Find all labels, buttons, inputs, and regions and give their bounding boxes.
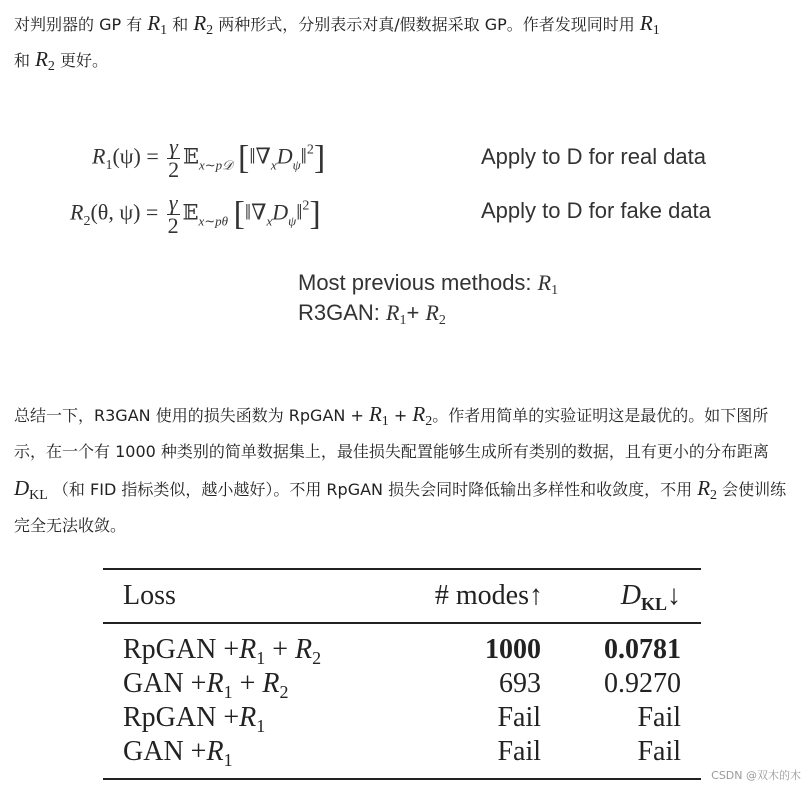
gamma-fraction: $\frac{\gamma}{2}$ <box>167 190 179 238</box>
r1-symbol: $R_1$ <box>147 11 168 38</box>
row-dkl: 0.9270 <box>604 668 681 699</box>
summary-paragraph: 总结一下，R3GAN 使用的损失函数为 RpGAN + $R_1 + R_2$。作者用简单的实验证明这是最优的。如下图所示，在一个有 1000 种类别的简单数据集上，最佳损失配置能够生成所有类别的数据，且有更小的分布距离 $D_{KL}$ （和 FID 指标类似，越小越好）。不用 RpGAN 损失会同时降低输出多样性和收敛度，不用 $R_2$ 会使训练完全无法收敛。 <box>14 402 787 535</box>
intro-text: 更好。 <box>54 51 109 70</box>
intro-paragraph <box>14 6 800 78</box>
table-row <box>103 666 701 702</box>
row-dkl: Fail <box>637 702 681 733</box>
note-real-data: Apply to D for real data <box>481 144 707 169</box>
row-loss: GAN $+R_1$ <box>123 736 233 770</box>
note-fake-data: Apply to D for fake data <box>481 198 711 223</box>
row-modes: Fail <box>497 702 541 733</box>
header-modes: # modes↑ <box>434 580 543 611</box>
intro-text: 两种形式，分别表示对真/假数据采取 GP。作者发现同时用 <box>213 15 640 34</box>
table-row <box>103 700 701 736</box>
r2-symbol: $R_2$ <box>193 11 214 38</box>
summary-text: （和 FID 指标类似，越小越好）。不用 RpGAN 损失会同时降低输出多样性和收敛度，不用 <box>47 480 698 499</box>
summary-text: 总结一下，R3GAN 使用的损失函数为 RpGAN + <box>14 406 369 425</box>
gp-formula-figure <box>0 118 811 338</box>
gamma-fraction: $\frac{\gamma}{2}$ <box>168 134 180 182</box>
intro-text: 对判别器的 GP 有 <box>14 15 148 34</box>
r1-symbol: $R_1$ <box>639 11 660 38</box>
table-row <box>103 632 701 668</box>
row-dkl: 0.0781 <box>604 634 681 665</box>
r2-symbol: $R_2$ <box>35 47 55 74</box>
table-header-row <box>103 578 701 614</box>
summary-text: 。作者用简单的实验证明这是最优的。如下图所示，在一个有 1000 种类别的简单数据集上，最佳损失配置能够生成所有类别的数据，且有更小的分布距离 <box>14 406 769 461</box>
formula-r2: $R_2(\theta$, ψ) = $\frac{\gamma}{2}$ 𝔼$_{x\sim p\theta}$ $[‖\nabla_xD_\psi‖^2]$ <box>70 190 321 238</box>
r2-symbol: $R_2$ <box>697 476 718 503</box>
intro-text: 和 <box>167 15 194 34</box>
header-dkl: $D_{KL}↓$ <box>620 580 681 614</box>
table-mid-rule <box>103 622 701 624</box>
formula-r1: $R_1(\psi)$ = $\frac{\gamma}{2}$ 𝔼$_{x\sim p𝒟}$ $[‖\nabla_xD_\psi‖^2]$ <box>92 134 326 182</box>
row-modes: 693 <box>499 668 541 699</box>
watermark: CSDN @双木的木 <box>711 769 801 782</box>
row-modes: 1000 <box>485 634 541 665</box>
r1-symbol: $R_1$ <box>368 402 389 429</box>
r2-symbol: $R_2$ <box>412 402 433 429</box>
header-loss: Loss <box>123 580 176 611</box>
row-loss: GAN $+R_1 + R_2$ <box>123 668 289 702</box>
intro-text: 和 <box>14 51 36 70</box>
note-r3gan: R3GAN: $R_1+ R_2$ <box>298 300 446 328</box>
table-bottom-rule <box>103 778 701 780</box>
table-row <box>103 734 701 770</box>
dkl-symbol: $D_{KL}$ <box>14 476 48 503</box>
row-loss: RpGAN $+R_1 + R_2$ <box>123 634 322 668</box>
row-loss: RpGAN $+R_1$ <box>123 702 266 736</box>
note-previous-methods: Most previous methods: $R_1$ <box>298 270 559 298</box>
row-modes: Fail <box>497 736 541 767</box>
results-table <box>103 568 701 782</box>
summary-text: 会使训练完全无法收敛。 <box>14 480 787 535</box>
row-dkl: Fail <box>637 736 681 767</box>
table-top-rule <box>103 568 701 570</box>
